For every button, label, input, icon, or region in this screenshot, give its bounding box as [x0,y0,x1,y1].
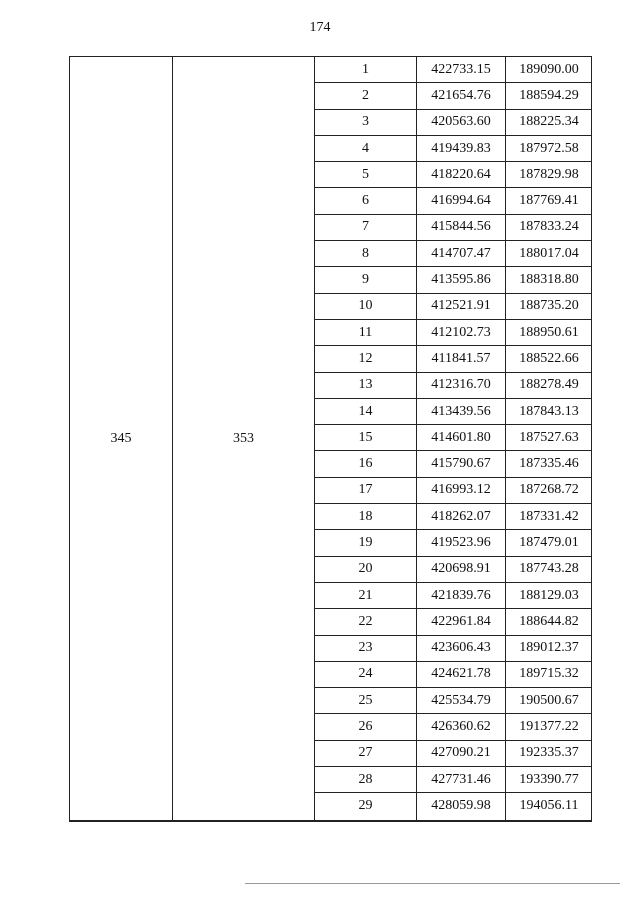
y-coordinate-cell: 194056.11 [519,798,579,814]
table-row [315,320,592,346]
table-row [315,609,592,635]
x-coordinate-cell: 419523.96 [417,530,506,555]
table-row [315,530,592,556]
point-number-cell: 29 [315,793,417,819]
y-coordinate-cell: 187335.46 [519,456,579,472]
x-coordinate-cell: 415844.56 [417,215,506,240]
y-coordinate-cell: 187833.24 [519,219,579,235]
point-number-cell: 16 [315,451,417,476]
y-coordinate-cell: 189715.32 [519,666,579,682]
y-coordinate-cell: 192335.37 [519,745,579,761]
table-row [315,162,592,188]
point-number-cell: 1 [315,57,417,82]
y-coordinate-cell: 187268.72 [519,482,579,498]
table-row [315,399,592,425]
x-coordinate-cell: 420563.60 [417,110,506,135]
x-coordinate-cell: 428059.98 [417,793,506,819]
x-coordinate-cell: 427090.21 [417,741,506,766]
point-number-cell: 12 [315,346,417,371]
table-row [315,425,592,451]
point-number-cell: 21 [315,583,417,608]
table-row [315,294,592,320]
y-coordinate-cell: 188522.66 [519,350,579,366]
group-col2-value: 353 [233,430,254,446]
x-coordinate-cell: 416993.12 [417,478,506,503]
point-number-cell: 7 [315,215,417,240]
merged-cell-col1 [70,57,172,820]
table-row [315,110,592,136]
point-number-cell: 15 [315,425,417,450]
x-coordinate-cell: 422961.84 [417,609,506,634]
table-row [315,714,592,740]
y-coordinate-cell: 187843.13 [519,403,579,419]
point-number-cell: 28 [315,767,417,792]
point-number-cell: 8 [315,241,417,266]
x-coordinate-cell: 425534.79 [417,688,506,713]
table-row [315,241,592,267]
point-number-cell: 19 [315,530,417,555]
x-coordinate-cell: 427731.46 [417,767,506,792]
table-row [315,741,592,767]
x-coordinate-cell: 424621.78 [417,662,506,687]
y-coordinate-cell: 191377.22 [519,719,579,735]
point-number-cell: 20 [315,557,417,582]
point-number-cell: 3 [315,110,417,135]
y-coordinate-cell: 188594.29 [519,87,579,103]
point-number-cell: 17 [315,478,417,503]
y-coordinate-cell: 188735.20 [519,298,579,314]
y-coordinate-cell: 187829.98 [519,166,579,182]
table-row [315,136,592,162]
table-row [315,267,592,293]
y-coordinate-cell: 187479.01 [519,534,579,550]
point-number-cell: 9 [315,267,417,292]
y-coordinate-cell: 190500.67 [519,692,579,708]
y-coordinate-cell: 188644.82 [519,613,579,629]
y-coordinate-cell: 188278.49 [519,377,579,393]
x-coordinate-cell: 418220.64 [417,162,506,187]
point-number-cell: 10 [315,294,417,319]
table-row [315,767,592,793]
y-coordinate-cell: 188129.03 [519,587,579,603]
point-number-cell: 5 [315,162,417,187]
x-coordinate-cell: 415790.67 [417,451,506,476]
x-coordinate-cell: 421839.76 [417,583,506,608]
table-row [315,57,592,83]
x-coordinate-cell: 412316.70 [417,373,506,398]
y-coordinate-cell: 187743.28 [519,561,579,577]
table-row [315,504,592,530]
table-row [315,373,592,399]
group-col1-value: 345 [110,430,132,446]
x-coordinate-cell: 416994.64 [417,188,506,213]
table-row [315,688,592,714]
x-coordinate-cell: 413439.56 [417,399,506,424]
coordinates-table [69,56,592,822]
x-coordinate-cell: 414707.47 [417,241,506,266]
y-coordinate-cell: 193390.77 [519,771,579,787]
y-coordinate-cell: 187769.41 [519,193,579,209]
y-coordinate-cell: 188318.80 [519,272,579,288]
table-row [315,478,592,504]
point-number-cell: 26 [315,714,417,739]
x-coordinate-cell: 413595.86 [417,267,506,292]
page-number: 174 [309,20,331,35]
point-number-cell: 11 [315,320,417,345]
y-coordinate-cell: 188017.04 [519,245,579,261]
table-row [315,793,592,819]
x-coordinate-cell: 420698.91 [417,557,506,582]
x-coordinate-cell: 426360.62 [417,714,506,739]
x-coordinate-cell: 423606.43 [417,636,506,661]
point-number-cell: 6 [315,188,417,213]
table-row [315,346,592,372]
x-coordinate-cell: 422733.15 [417,57,506,82]
x-coordinate-cell: 412102.73 [417,320,506,345]
table-row [315,83,592,109]
table-row [315,636,592,662]
point-number-cell: 2 [315,83,417,108]
point-number-cell: 25 [315,688,417,713]
table-row [315,557,592,583]
table-row [315,662,592,688]
x-coordinate-cell: 414601.80 [417,425,506,450]
point-number-cell: 22 [315,609,417,634]
y-coordinate-cell: 188950.61 [519,324,579,340]
y-coordinate-cell: 187972.58 [519,140,579,156]
y-coordinate-cell: 188225.34 [519,114,579,130]
x-coordinate-cell: 411841.57 [417,346,506,371]
table-row [315,188,592,214]
y-coordinate-cell: 189012.37 [519,640,579,656]
table-row [315,583,592,609]
point-number-cell: 27 [315,741,417,766]
y-coordinate-cell: 189090.00 [519,61,579,77]
point-number-cell: 23 [315,636,417,661]
y-coordinate-cell: 187331.42 [519,508,579,524]
merged-cell-col2 [173,57,314,820]
x-coordinate-cell: 418262.07 [417,504,506,529]
point-number-cell: 14 [315,399,417,424]
table-row [315,215,592,241]
y-coordinate-cell: 187527.63 [519,429,579,445]
point-number-cell: 4 [315,136,417,161]
footer-rule [245,883,620,884]
coordinate-rows [315,57,592,820]
point-number-cell: 24 [315,662,417,687]
x-coordinate-cell: 412521.91 [417,294,506,319]
point-number-cell: 18 [315,504,417,529]
point-number-cell: 13 [315,373,417,398]
x-coordinate-cell: 421654.76 [417,83,506,108]
x-coordinate-cell: 419439.83 [417,136,506,161]
table-row [315,451,592,477]
